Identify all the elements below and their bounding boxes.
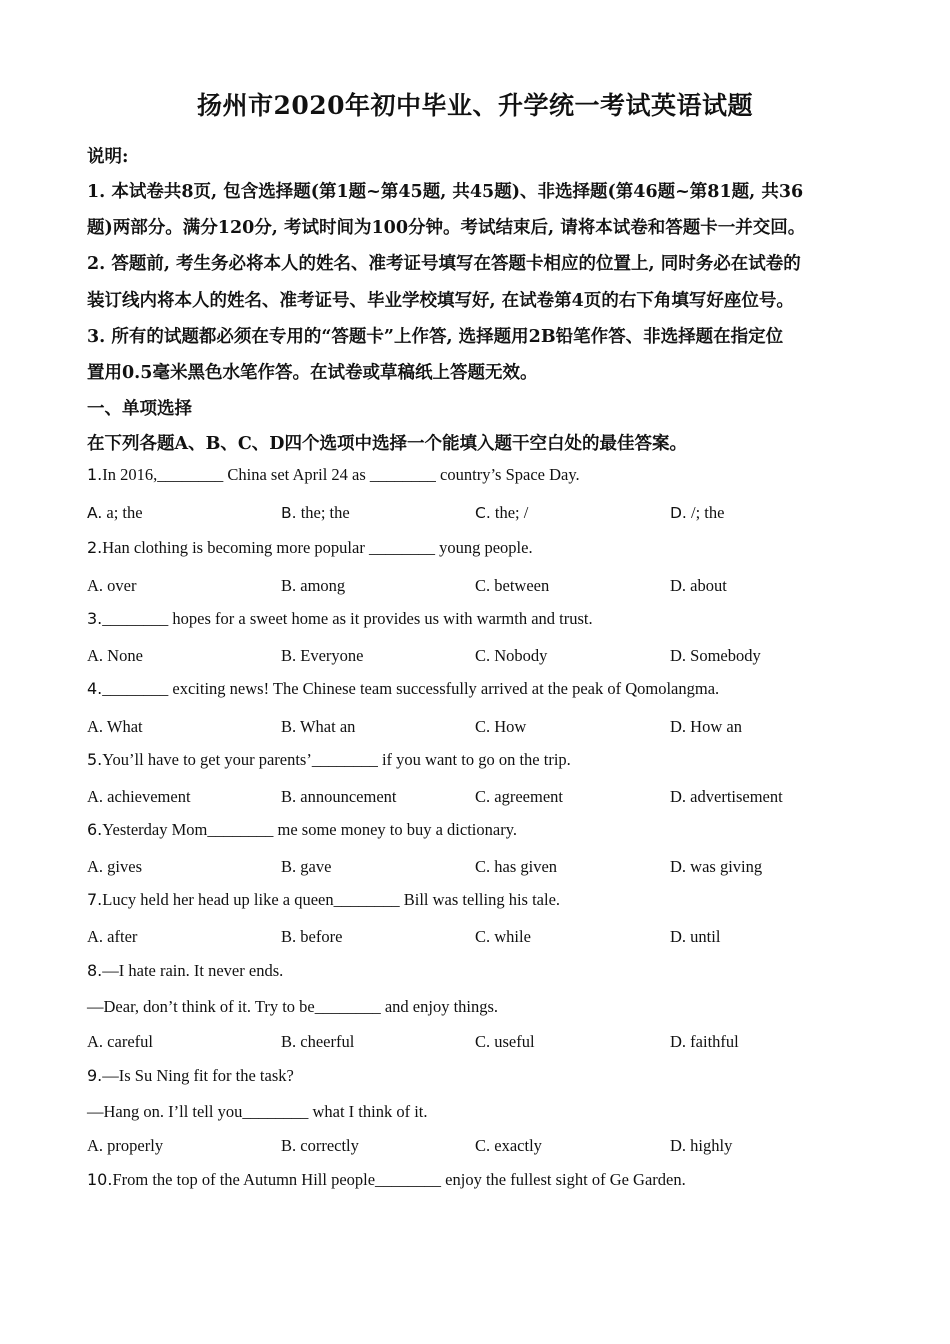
question-10 [87, 1170, 686, 1190]
question-8 [87, 961, 283, 981]
instruction-line: 置用0.5毫米黑色水笔作答。在试卷或草稿纸上答题无效。 [87, 363, 538, 383]
question-9-option-a: A. properly [87, 1136, 164, 1155]
question-3-option-b: B. Everyone [281, 646, 364, 665]
question-9 [87, 1066, 294, 1086]
question-5-option-a: A. achievement [87, 787, 191, 806]
instruction-line: 1. 本试卷共8页, 包含选择题(第1题~第45题, 共45题)、非选择题(第46题~第81题, 共36 [87, 182, 804, 202]
question-2-option-b: B. among [281, 576, 346, 595]
question-7 [87, 890, 560, 910]
question-number: 6. [87, 820, 103, 839]
question-text: —I hate rain. It never ends. [102, 961, 284, 980]
question-8-reply: —Dear, don’t think of it. Try to be________ and enjoy things. [87, 997, 499, 1016]
question-number: 8. [87, 961, 103, 980]
question-5-option-d: D. advertisement [670, 787, 783, 806]
question-2-option-d: D. about [670, 576, 727, 595]
question-number: 5. [87, 750, 103, 769]
question-text: ________ hopes for a sweet home as it provides us with warmth and trust. [102, 609, 593, 628]
question-3-option-c: C. Nobody [475, 646, 548, 665]
question-2-option-c: C. between [475, 576, 550, 595]
question-number: 3. [87, 609, 103, 628]
question-6-option-d: D. was giving [670, 857, 763, 876]
question-5 [87, 750, 571, 770]
question-text: You’ll have to get your parents’________ if you want to go on the trip. [102, 750, 571, 769]
question-5-option-c: C. agreement [475, 787, 563, 806]
question-number: 9. [87, 1066, 103, 1085]
question-3 [87, 609, 593, 629]
question-text: Yesterday Mom________ me some money to buy a dictionary. [102, 820, 518, 839]
question-number: 4. [87, 679, 103, 698]
section-heading: 一、单项选择 [87, 399, 192, 419]
question-text: In 2016,________ China set April 24 as ________ country’s Space Day. [102, 465, 580, 484]
question-2 [87, 538, 533, 558]
question-1-option-a: A. a; the [87, 503, 143, 522]
question-8-option-d: D. faithful [670, 1032, 739, 1051]
question-6-option-b: B. gave [281, 857, 332, 876]
question-text: Lucy held her head up like a queen________ Bill was telling his tale. [102, 890, 561, 909]
question-text: Han clothing is becoming more popular ________ young people. [102, 538, 533, 557]
question-1-option-c: C. the; / [475, 503, 529, 522]
section-directions: 在下列各题A、B、C、D四个选项中选择一个能填入题干空白处的最佳答案。 [87, 434, 687, 454]
question-6-option-c: C. has given [475, 857, 558, 876]
question-4-option-a: A. What [87, 717, 143, 736]
question-7-option-d: D. until [670, 927, 721, 946]
question-2-option-a: A. over [87, 576, 137, 595]
question-9-option-b: B. correctly [281, 1136, 359, 1155]
question-5-option-b: B. announcement [281, 787, 397, 806]
question-1 [87, 465, 580, 485]
question-4-option-d: D. How an [670, 717, 742, 736]
question-text: ________ exciting news! The Chinese team successfully arrived at the peak of Qomolangma. [102, 679, 720, 698]
question-7-option-a: A. after [87, 927, 138, 946]
question-7-option-c: C. while [475, 927, 531, 946]
question-4-option-c: C. How [475, 717, 527, 736]
question-8-option-a: A. careful [87, 1032, 153, 1051]
question-4 [87, 679, 719, 699]
question-text: —Is Su Ning fit for the task? [102, 1066, 294, 1085]
question-3-option-a: A. None [87, 646, 143, 665]
question-6-option-a: A. gives [87, 857, 143, 876]
instructions-heading: 说明: [87, 147, 129, 167]
question-number: 10. [87, 1170, 113, 1189]
question-number: 2. [87, 538, 103, 557]
question-4-option-b: B. What an [281, 717, 356, 736]
question-8-option-b: B. cheerful [281, 1032, 355, 1051]
question-1-option-d: D. /; the [670, 503, 725, 522]
question-9-option-d: D. highly [670, 1136, 733, 1155]
instruction-line: 题)两部分。满分120分, 考试时间为100分钟。考试结束后, 请将本试卷和答题卡一并交回。 [87, 218, 806, 238]
question-8-option-c: C. useful [475, 1032, 535, 1051]
question-9-reply: —Hang on. I’ll tell you________ what I think of it. [87, 1102, 428, 1121]
question-number: 1. [87, 465, 103, 484]
question-9-option-c: C. exactly [475, 1136, 542, 1155]
question-number: 7. [87, 890, 103, 909]
instruction-line: 2. 答题前, 考生务必将本人的姓名、准考证号填写在答题卡相应的位置上, 同时务必在试卷的 [87, 254, 801, 274]
question-text: From the top of the Autumn Hill people________ enjoy the fullest sight of Ge Garden. [112, 1170, 686, 1189]
question-6 [87, 820, 517, 840]
exam-title: 扬州市2020年初中毕业、升学统一考试英语试题 [196, 91, 754, 120]
question-3-option-d: D. Somebody [670, 646, 761, 665]
instruction-line: 装订线内将本人的姓名、准考证号、毕业学校填写好, 在试卷第4页的右下角填写好座位号。 [87, 291, 794, 311]
question-7-option-b: B. before [281, 927, 343, 946]
question-1-option-b: B. the; the [281, 503, 350, 522]
instruction-line: 3. 所有的试题都必须在专用的“答题卡”上作答, 选择题用2B铅笔作答、非选择题在指定位 [87, 327, 784, 347]
